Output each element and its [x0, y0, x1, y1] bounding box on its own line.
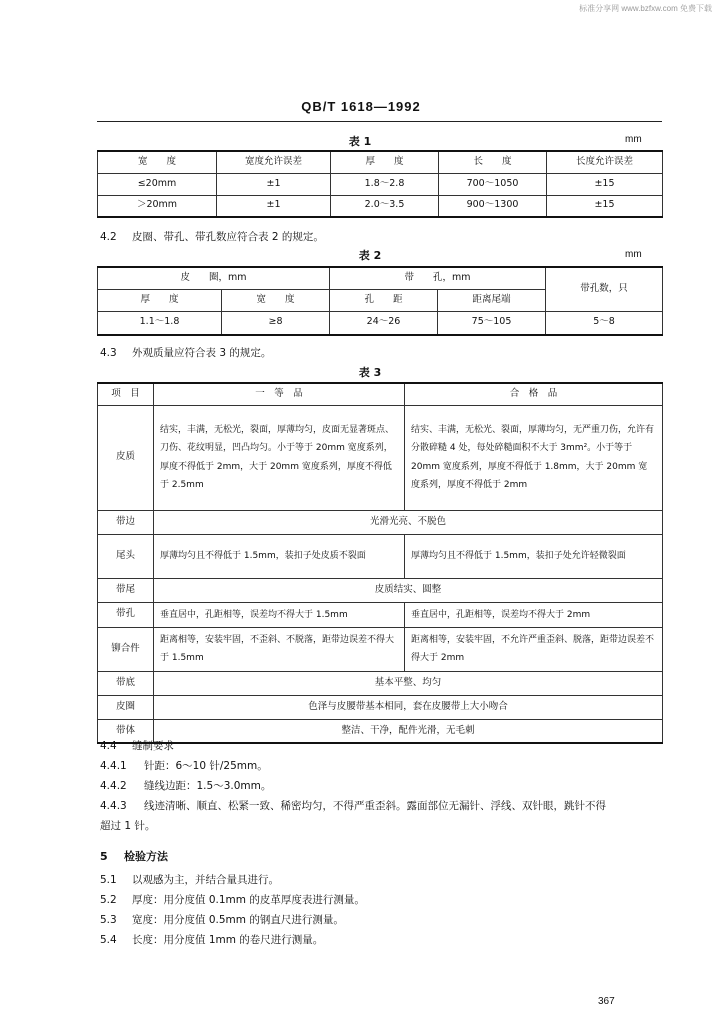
table3-item: 带孔: [98, 602, 154, 627]
table1-cell: ＞20mm: [98, 195, 217, 217]
clause-text: 皮圈、带孔、带孔数应符合表 2 的规定。: [132, 231, 324, 243]
clause-text: 厚度：用分度值 0.1mm 的皮革厚度表进行测量。: [132, 894, 365, 906]
table3-first-grade: 结实，丰满，无松光，裂面，厚薄均匀，皮面无显著斑点、刀伤、花纹明显，凹凸均匀。小于等于 20mm 宽度系列，厚度不得低于 2mm，大于 20mm 宽度系列，厚度不得低于 2.5mm: [154, 405, 405, 510]
table3-merged: 色泽与皮腰带基本相同，套在皮腰带上大小吻合: [154, 695, 663, 719]
clause-text: 长度：用分度值 1mm 的卷尺进行测量。: [132, 934, 324, 946]
clause-text: 缝线边距：1.5～3.0mm。: [144, 780, 272, 792]
watermark-text: 标准分享网 www.bzfxw.com 免费下载: [579, 4, 712, 13]
table3-item: 皮圈: [98, 695, 154, 719]
clause-text: 以观感为主，并结合量具进行。: [132, 874, 279, 886]
clause-number: 4.4.2: [100, 780, 127, 792]
table2-subheader: 宽 度: [222, 289, 330, 311]
table3-header-cell: 项 目: [98, 383, 154, 405]
table3-first-grade: 厚薄均匀且不得低于 1.5mm，装扣子处皮质不裂面: [154, 534, 405, 578]
table3-caption: 表 3: [358, 366, 382, 379]
table1: [97, 150, 663, 218]
table3-merged: 整洁、干净，配件光滑，无毛刺: [154, 719, 663, 743]
clause-5-1: [100, 872, 279, 887]
table1-header-cell: 长 度: [439, 151, 547, 173]
table3-header-cell: 一 等 品: [154, 383, 405, 405]
clause-text: 线迹清晰、顺直、松紧一致、稀密均匀，不得严重歪斜。露面部位无漏针、浮线、双针眼，跳针不得: [144, 800, 606, 812]
page-number: 367: [598, 996, 615, 1007]
table1-cell: ±15: [547, 195, 663, 217]
table1-cell: ±1: [217, 173, 331, 195]
table1-cell: ±15: [547, 173, 663, 195]
table1-cell: ±1: [217, 195, 331, 217]
table2-group-header: 带 孔，mm: [330, 267, 546, 289]
table2-subheader: 距离尾端: [438, 289, 546, 311]
table2-cell: ≥8: [222, 311, 330, 335]
clause-number: 4.4.3: [100, 800, 127, 812]
clause-number: 4.4.1: [100, 760, 127, 772]
header-rule: [97, 121, 662, 122]
table3-qualified: 结实、丰满，无松光、裂面，厚薄均匀，无严重刀伤，允许有分散碎糙 4 处，每处碎糙面积不大于 3mm²。小于等于 20mm 宽度系列，厚度不得低于 1.8mm，大于 20mm 宽度系列，厚度不得低于 2mm: [405, 405, 663, 510]
table1-cell: 900～1300: [439, 195, 547, 217]
clause-text: 针距：6～10 针/25mm。: [144, 760, 268, 772]
section-number: 5: [100, 850, 108, 863]
table3-merged: 基本平整、均匀: [154, 671, 663, 695]
table1-header-cell: 宽 度: [98, 151, 217, 173]
table2-cell: 75～105: [438, 311, 546, 335]
table2-cell: 5～8: [546, 311, 663, 335]
clause-5-4: [100, 932, 323, 947]
table2-cell: 24～26: [330, 311, 438, 335]
clause-4-4-2: [100, 778, 271, 793]
clause-number: 4.4: [100, 740, 117, 752]
table1-header-cell: 厚 度: [331, 151, 439, 173]
clause-4-4-3: [100, 798, 665, 813]
table1-unit: mm: [625, 134, 642, 145]
table1-header-cell: 长度允许误差: [547, 151, 663, 173]
clause-text: 缝制要求: [132, 740, 174, 752]
table3-item: 铆合件: [98, 627, 154, 671]
table3-header-cell: 合 格 品: [405, 383, 663, 405]
clause-number: 4.3: [100, 347, 117, 359]
table2-unit: mm: [625, 249, 642, 260]
table3-item: 尾头: [98, 534, 154, 578]
table2: [97, 266, 663, 336]
table2-subheader: 厚 度: [98, 289, 222, 311]
table1-caption: 表 1: [348, 135, 372, 148]
clause-5-2: [100, 892, 365, 907]
table3-merged: 皮质结实、圆整: [154, 578, 663, 602]
standard-header: QB/T 1618—1992: [301, 99, 421, 114]
clause-number: 4.2: [100, 231, 117, 243]
table2-cell: 1.1～1.8: [98, 311, 222, 335]
table1-cell: 2.0～3.5: [331, 195, 439, 217]
table3-qualified: 距离相等，安装牢固，不允许严重歪斜、脱落，距带边误差不得大于 2mm: [405, 627, 663, 671]
table2-header-cell: 带孔数，只: [546, 267, 663, 311]
table3-first-grade: 距离相等，安装牢固，不歪斜、不脱落，距带边误差不得大于 1.5mm: [154, 627, 405, 671]
clause-text: 宽度：用分度值 0.5mm 的钢直尺进行测量。: [132, 914, 344, 926]
table3-item: 皮质: [98, 405, 154, 510]
table2-group-header: 皮 圈，mm: [98, 267, 330, 289]
table3-item: 带尾: [98, 578, 154, 602]
table3-item: 带边: [98, 510, 154, 534]
table1-cell: ≤20mm: [98, 173, 217, 195]
table3-qualified: 垂直居中，孔距相等，误差均不得大于 2mm: [405, 602, 663, 627]
table2-caption: 表 2: [358, 249, 382, 262]
table3-qualified: 厚薄均匀且不得低于 1.5mm，装扣子处允许轻微裂面: [405, 534, 663, 578]
clause-4-4-1: [100, 758, 268, 773]
table1-cell: 1.8～2.8: [331, 173, 439, 195]
clause-4-2: [100, 229, 324, 244]
section-title: 检验方法: [124, 850, 168, 863]
table3: [97, 382, 663, 744]
table1-cell: 700～1050: [439, 173, 547, 195]
table1-header-cell: 宽度允许误差: [217, 151, 331, 173]
table3-item: 带底: [98, 671, 154, 695]
table3-first-grade: 垂直居中，孔距相等，误差均不得大于 1.5mm: [154, 602, 405, 627]
clause-number: 5.3: [100, 914, 117, 926]
clause-5-3: [100, 912, 344, 927]
clause-text: 外观质量应符合表 3 的规定。: [132, 347, 272, 359]
table2-subheader: 孔 距: [330, 289, 438, 311]
table3-item: 带体: [98, 719, 154, 743]
table3-merged: 光滑光亮、不脱色: [154, 510, 663, 534]
clause-text: 超过 1 针。: [100, 820, 156, 832]
clause-4-4: [100, 738, 174, 753]
clause-4-4-3-continued: [100, 818, 155, 833]
clause-number: 5.2: [100, 894, 117, 906]
clause-number: 5.1: [100, 874, 117, 886]
clause-4-3: [100, 345, 271, 360]
clause-number: 5.4: [100, 934, 117, 946]
section-5-heading: [100, 848, 168, 864]
